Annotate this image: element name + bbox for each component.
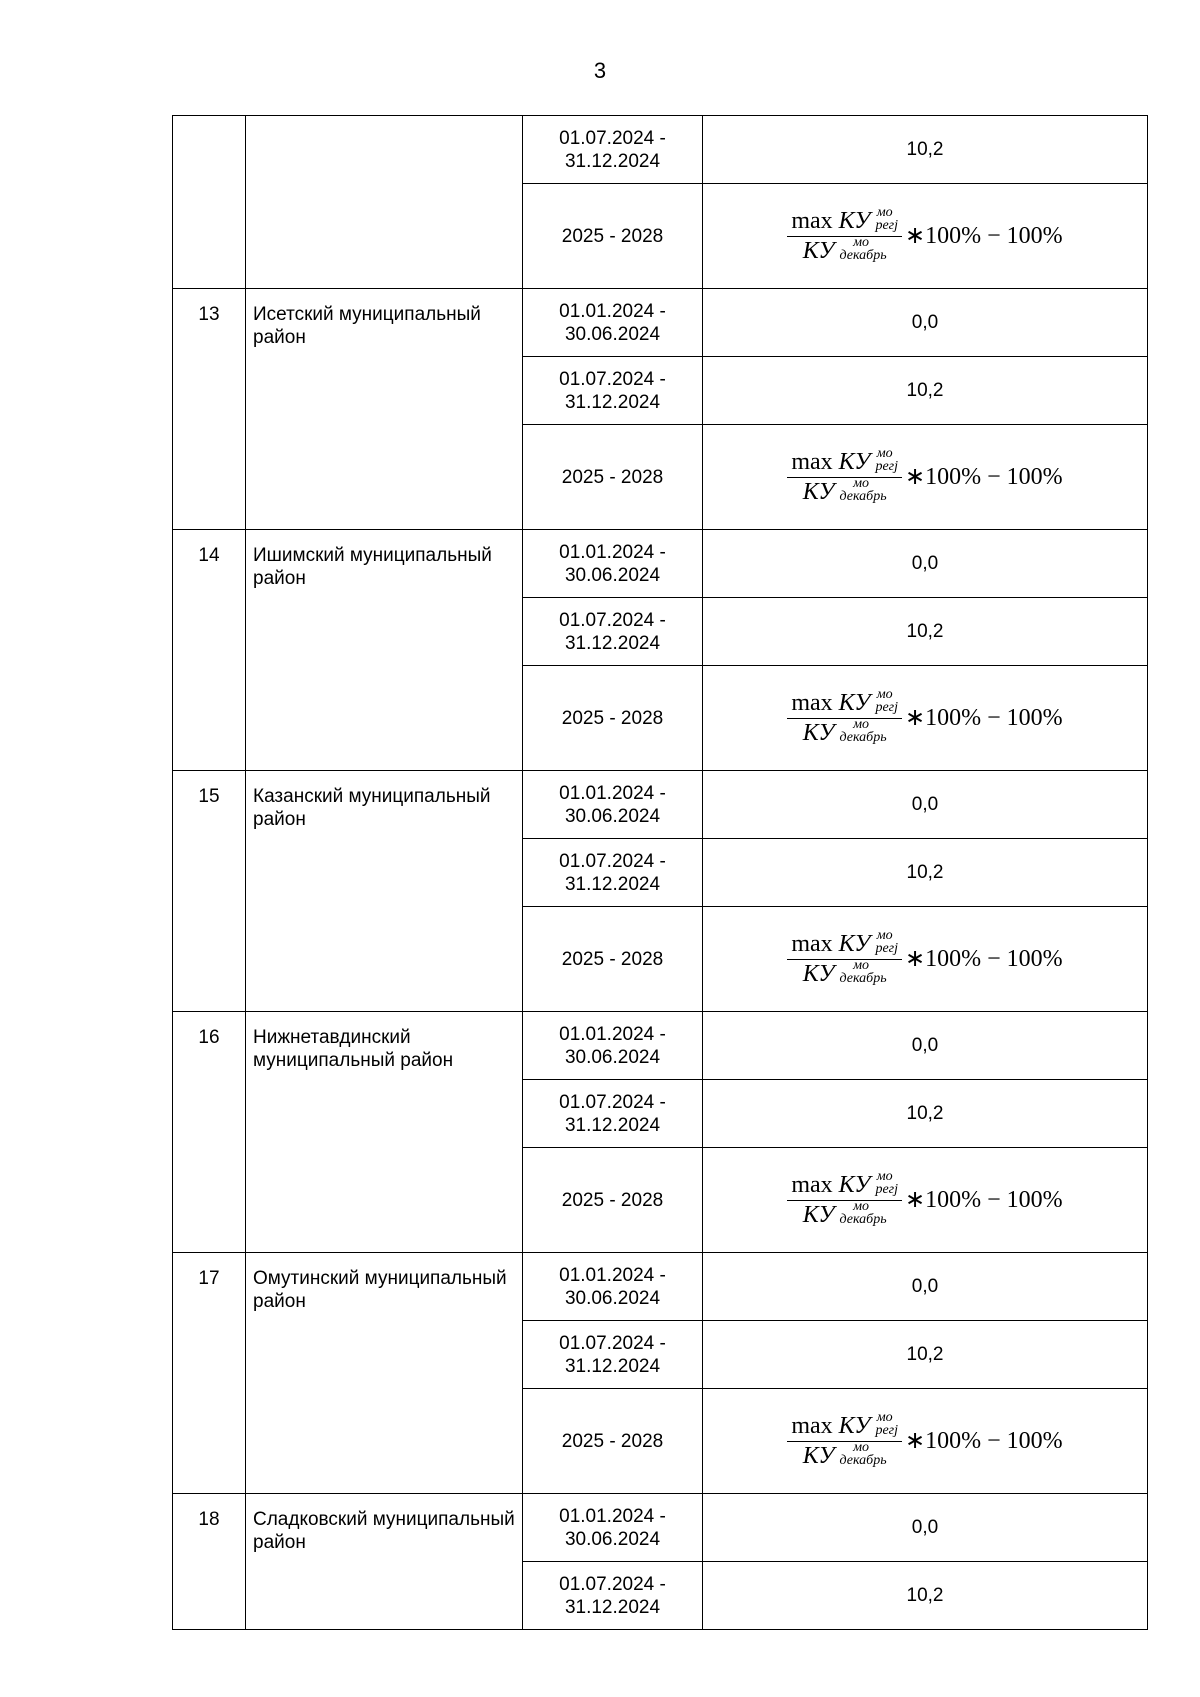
period-end: 30.06.2024 [564, 323, 661, 345]
district-name: Омутинский муниципальный район [246, 1253, 523, 1494]
formula-subscript: декабрь [839, 970, 887, 986]
formula-superscript: мо [876, 204, 893, 220]
period-start: 2025 - 2028 [561, 225, 664, 247]
formula-fraction [787, 1168, 902, 1228]
value-cell [703, 907, 1148, 1012]
period-start: 2025 - 2028 [561, 707, 664, 729]
formula-variable: КУ [802, 1201, 835, 1228]
period-end: 30.06.2024 [564, 1528, 661, 1550]
value-cell [703, 1012, 1148, 1080]
formula-denominator [799, 716, 891, 746]
value-cell [703, 357, 1148, 425]
formula-variable: КУ [802, 719, 835, 746]
period-start: 01.01.2024 - [559, 782, 666, 804]
period-cell [523, 289, 703, 357]
formula-superscript: мо [853, 475, 870, 491]
formula-subscript: регj [875, 699, 899, 715]
rate-value: 10,2 [906, 1585, 944, 1606]
period-start: 01.07.2024 - [559, 368, 666, 390]
row-number: 16 [173, 1012, 246, 1253]
district-name: Исетский муниципальный район [246, 289, 523, 530]
period-cell [523, 1562, 703, 1630]
formula-fraction [787, 445, 902, 505]
formula-subscript: декабрь [839, 247, 887, 263]
formula-denominator [799, 957, 891, 987]
growth-formula [787, 445, 1063, 505]
growth-formula [787, 1168, 1063, 1228]
formula-scripts [836, 716, 887, 745]
formula-superscript: мо [853, 1198, 870, 1214]
value-cell [703, 771, 1148, 839]
formula-variable: КУ [802, 478, 835, 505]
rate-value: 10,2 [906, 1344, 944, 1365]
formula-variable: КУ [838, 448, 871, 475]
period-start: 01.01.2024 - [559, 1505, 666, 1527]
formula-superscript: мо [853, 1439, 870, 1455]
period-cell [523, 425, 703, 530]
period-start: 01.01.2024 - [559, 1264, 666, 1286]
period-cell [523, 839, 703, 907]
table-row [173, 530, 1148, 598]
formula-numerator [787, 927, 902, 960]
formula-subscript: декабрь [839, 1452, 887, 1468]
formula-subscript: декабрь [839, 488, 887, 504]
value-cell [703, 666, 1148, 771]
table-row [173, 1012, 1148, 1080]
formula-tail: ∗100% − 100% [905, 704, 1063, 731]
rate-value: 10,2 [906, 380, 944, 401]
period-start: 01.01.2024 - [559, 300, 666, 322]
period-cell [523, 598, 703, 666]
table-row [173, 116, 1148, 184]
growth-formula [787, 1409, 1063, 1469]
rate-value: 0,0 [911, 1276, 939, 1297]
period-cell [523, 666, 703, 771]
period-cell [523, 1012, 703, 1080]
formula-superscript: мо [876, 927, 893, 943]
growth-formula [787, 204, 1063, 264]
row-number: 13 [173, 289, 246, 530]
formula-scripts [836, 957, 887, 986]
formula-fraction [787, 686, 902, 746]
formula-scripts [836, 234, 887, 263]
district-name: Нижнетавдинский муниципальный район [246, 1012, 523, 1253]
formula-tail: ∗100% − 100% [905, 1427, 1063, 1454]
formula-numerator [787, 1409, 902, 1442]
period-end: 30.06.2024 [564, 805, 661, 827]
formula-tail: ∗100% − 100% [905, 1186, 1063, 1213]
row-number-cell [173, 116, 246, 289]
rate-value: 0,0 [911, 1517, 939, 1538]
rate-value: 0,0 [911, 312, 939, 333]
period-start: 01.07.2024 - [559, 1091, 666, 1113]
period-cell [523, 116, 703, 184]
tariff-table [172, 115, 1148, 1630]
value-cell [703, 839, 1148, 907]
formula-scripts [871, 1409, 899, 1438]
period-end: 31.12.2024 [564, 873, 661, 895]
formula-tail: ∗100% − 100% [905, 222, 1063, 249]
formula-denominator [799, 1198, 891, 1228]
value-cell [703, 1321, 1148, 1389]
formula-scripts [871, 686, 899, 715]
formula-scripts [871, 927, 899, 956]
district-name: Казанский муниципальный район [246, 771, 523, 1012]
formula-subscript: декабрь [839, 729, 887, 745]
formula-tail: ∗100% − 100% [905, 945, 1063, 972]
formula-subscript: регj [875, 458, 899, 474]
period-end: 31.12.2024 [564, 150, 661, 172]
row-number: 17 [173, 1253, 246, 1494]
formula-denominator [799, 475, 891, 505]
formula-scripts [871, 445, 899, 474]
period-start: 2025 - 2028 [561, 466, 664, 488]
formula-subscript: регj [875, 1422, 899, 1438]
formula-max: max [791, 448, 833, 475]
formula-max: max [791, 207, 833, 234]
formula-scripts [836, 1439, 887, 1468]
value-cell [703, 1253, 1148, 1321]
period-cell [523, 771, 703, 839]
value-cell [703, 116, 1148, 184]
period-cell [523, 357, 703, 425]
formula-subscript: регj [875, 940, 899, 956]
growth-formula [787, 927, 1063, 987]
table-body [173, 116, 1148, 1630]
rate-value: 0,0 [911, 1035, 939, 1056]
formula-fraction [787, 204, 902, 264]
period-cell [523, 1080, 703, 1148]
rate-value: 10,2 [906, 621, 944, 642]
formula-variable: КУ [838, 207, 871, 234]
period-start: 2025 - 2028 [561, 948, 664, 970]
formula-subscript: регj [875, 217, 899, 233]
table-row [173, 289, 1148, 357]
formula-superscript: мо [853, 234, 870, 250]
formula-superscript: мо [853, 957, 870, 973]
formula-scripts [836, 475, 887, 504]
formula-superscript: мо [876, 686, 893, 702]
formula-max: max [791, 689, 833, 716]
formula-superscript: мо [876, 445, 893, 461]
formula-scripts [871, 1168, 899, 1197]
formula-subscript: декабрь [839, 1211, 887, 1227]
district-name: Сладковский муниципальный район [246, 1494, 523, 1630]
period-start: 01.01.2024 - [559, 1023, 666, 1045]
period-start: 01.07.2024 - [559, 1573, 666, 1595]
value-cell [703, 1148, 1148, 1253]
rate-value: 0,0 [911, 553, 939, 574]
period-start: 01.07.2024 - [559, 609, 666, 631]
value-cell [703, 598, 1148, 666]
formula-fraction [787, 927, 902, 987]
value-cell [703, 530, 1148, 598]
value-cell [703, 1494, 1148, 1562]
value-cell [703, 1562, 1148, 1630]
period-start: 01.07.2024 - [559, 1332, 666, 1354]
period-start: 2025 - 2028 [561, 1189, 664, 1211]
period-end: 31.12.2024 [564, 1355, 661, 1377]
formula-superscript: мо [876, 1409, 893, 1425]
formula-variable: КУ [802, 960, 835, 987]
period-cell [523, 1321, 703, 1389]
formula-denominator [799, 234, 891, 264]
row-number: 18 [173, 1494, 246, 1630]
formula-subscript: регj [875, 1181, 899, 1197]
rate-value: 0,0 [911, 794, 939, 815]
formula-variable: КУ [838, 1412, 871, 1439]
formula-variable: КУ [838, 1171, 871, 1198]
period-end: 30.06.2024 [564, 564, 661, 586]
formula-superscript: мо [853, 716, 870, 732]
period-end: 30.06.2024 [564, 1287, 661, 1309]
table-row [173, 1253, 1148, 1321]
period-end: 31.12.2024 [564, 632, 661, 654]
period-start: 01.01.2024 - [559, 541, 666, 563]
table-row [173, 771, 1148, 839]
period-cell [523, 1253, 703, 1321]
period-start: 01.07.2024 - [559, 850, 666, 872]
formula-max: max [791, 930, 833, 957]
formula-max: max [791, 1171, 833, 1198]
period-end: 30.06.2024 [564, 1046, 661, 1068]
rate-value: 10,2 [906, 1103, 944, 1124]
value-cell [703, 184, 1148, 289]
period-cell [523, 530, 703, 598]
period-end: 31.12.2024 [564, 1114, 661, 1136]
value-cell [703, 289, 1148, 357]
formula-fraction [787, 1409, 902, 1469]
formula-variable: КУ [802, 1442, 835, 1469]
period-start: 01.07.2024 - [559, 127, 666, 149]
formula-numerator [787, 686, 902, 719]
formula-tail: ∗100% − 100% [905, 463, 1063, 490]
formula-variable: КУ [838, 689, 871, 716]
formula-scripts [836, 1198, 887, 1227]
row-number: 15 [173, 771, 246, 1012]
rate-value: 10,2 [906, 862, 944, 883]
formula-numerator [787, 445, 902, 478]
value-cell [703, 425, 1148, 530]
formula-variable: КУ [802, 237, 835, 264]
period-cell [523, 1494, 703, 1562]
period-cell [523, 184, 703, 289]
district-name-cell [246, 116, 523, 289]
district-name: Ишимский муниципальный район [246, 530, 523, 771]
table-row [173, 1494, 1148, 1562]
period-start: 2025 - 2028 [561, 1430, 664, 1452]
rate-value: 10,2 [906, 139, 944, 160]
value-cell [703, 1389, 1148, 1494]
row-number: 14 [173, 530, 246, 771]
value-cell [703, 1080, 1148, 1148]
formula-scripts [871, 204, 899, 233]
formula-max: max [791, 1412, 833, 1439]
period-cell [523, 907, 703, 1012]
period-end: 31.12.2024 [564, 1596, 661, 1618]
period-end: 31.12.2024 [564, 391, 661, 413]
formula-superscript: мо [876, 1168, 893, 1184]
period-cell [523, 1389, 703, 1494]
formula-numerator [787, 1168, 902, 1201]
formula-variable: КУ [838, 930, 871, 957]
formula-numerator [787, 204, 902, 237]
page-number: 3 [593, 58, 607, 83]
growth-formula [787, 686, 1063, 746]
formula-denominator [799, 1439, 891, 1469]
period-cell [523, 1148, 703, 1253]
